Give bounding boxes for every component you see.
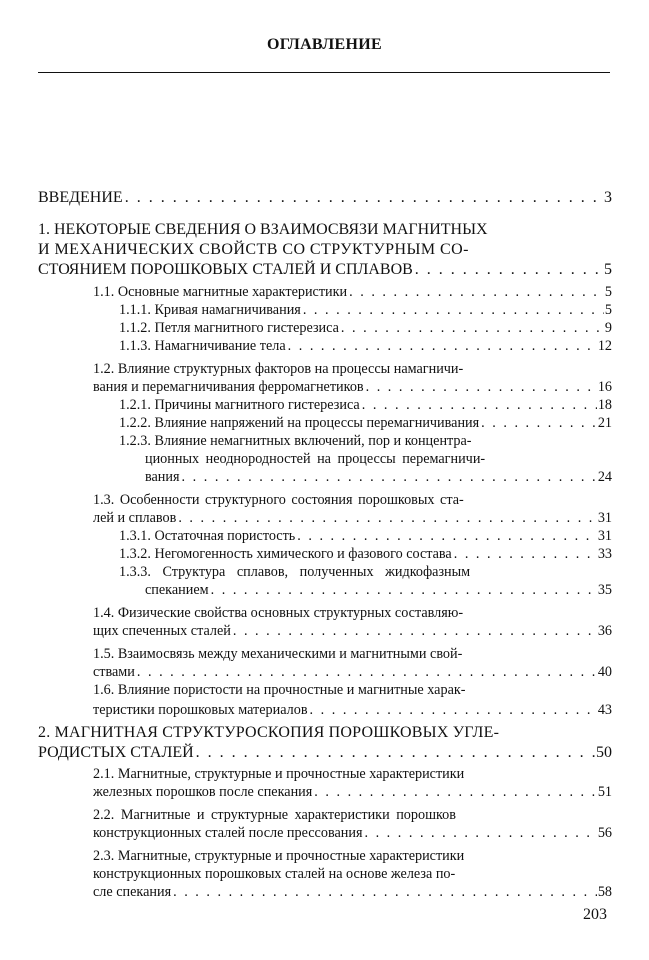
leader-dots [125, 188, 603, 208]
toc-entry-label: спеканием [145, 582, 209, 598]
leader-dots [196, 743, 595, 763]
toc-page-number: 21 [597, 415, 612, 431]
leader-dots [303, 301, 604, 319]
leader-dots [454, 545, 597, 563]
toc-entry-introduction[interactable] [38, 188, 612, 208]
toc-entry-label: ВВЕДЕНИЕ [38, 189, 123, 206]
toc-section-1-3-3[interactable] [145, 581, 612, 599]
toc-section-1-1-3[interactable] [119, 337, 612, 355]
toc-entry-label: 1.2.1. Причины магнитного гистерезиса [119, 397, 360, 413]
toc-entry-label: 1.3.1. Остаточная пористость [119, 528, 296, 544]
toc-entry-label: 1.1.2. Петля магнитного гистерезиса [119, 320, 339, 336]
toc-entry-label: вания [145, 469, 180, 485]
toc-chapter-1-line-2 [38, 240, 612, 260]
toc-entry-label: 1. НЕКОТОРЫЕ СВЕДЕНИЯ О ВЗАИМОСВЯЗИ МАГНИТНЫХ [38, 221, 488, 238]
toc-section-1-2-3-line-1 [119, 432, 612, 450]
toc-entry-label: РОДИСТЫХ СТАЛЕЙ [38, 744, 194, 761]
toc-section-1-2-3[interactable] [145, 468, 612, 486]
toc-chapter-2-line-1 [38, 723, 612, 743]
toc-page-number: 31 [597, 510, 612, 526]
toc-entry-label: СТОЯНИЕМ ПОРОШКОВЫХ СТАЛЕЙ И СПЛАВОВ [38, 261, 413, 278]
leader-dots [364, 824, 596, 842]
page-number: 203 [583, 906, 607, 923]
leader-dots [173, 883, 597, 901]
leader-dots [211, 581, 597, 599]
toc-page-number: 33 [597, 546, 612, 562]
toc-page-number: 51 [597, 784, 612, 800]
toc-entry-label: ционных неоднородностей на процессы перемагничи- [145, 451, 486, 467]
toc-page-number: 35 [597, 582, 612, 598]
toc-page-number: 3 [604, 189, 612, 206]
toc-section-1-3-line-1 [93, 491, 612, 509]
toc-page-number: 24 [597, 469, 612, 485]
leader-dots [182, 468, 597, 486]
leader-dots [310, 701, 597, 719]
leader-dots [481, 414, 597, 432]
toc-section-2-3-line-2 [93, 865, 612, 883]
toc-section-1-3-1[interactable] [119, 527, 612, 545]
toc-page-number: 36 [597, 623, 612, 639]
leader-dots [314, 783, 597, 801]
toc-entry-label: 2. МАГНИТНАЯ СТРУКТУРОСКОПИЯ ПОРОШКОВЫХ УГЛЕ- [38, 724, 500, 741]
leader-dots [341, 319, 604, 337]
toc-section-1-1-2[interactable] [119, 319, 612, 337]
toc-page-number: 58 [597, 884, 612, 900]
toc-section-1-3-3-line-1 [119, 563, 612, 581]
toc-page-number: 9 [604, 320, 612, 336]
toc-section-2-1-line-1 [93, 765, 612, 783]
toc-section-1-6[interactable] [93, 701, 612, 719]
toc-section-1-6-line-1 [93, 681, 612, 699]
toc-entry-label: щих спеченных сталей [93, 623, 231, 639]
toc-section-1-4-line-1 [93, 604, 612, 622]
leader-dots [366, 378, 597, 396]
toc-section-2-1[interactable] [93, 783, 612, 801]
toc-section-1-5[interactable] [93, 663, 612, 681]
toc-page-number: 5 [604, 302, 612, 318]
toc-section-1-3[interactable] [93, 509, 612, 527]
toc-chapter-2[interactable] [38, 743, 612, 763]
leader-dots [297, 527, 597, 545]
toc-entry-label: 1.3.2. Негомогенность химического и фазового состава [119, 546, 452, 562]
toc-section-1-1-1[interactable] [119, 301, 612, 319]
toc-entry-label: 1.3.3. Структура сплавов, полученных жидкофазным [119, 564, 471, 580]
toc-section-1-5-line-1 [93, 645, 612, 663]
toc-entry-label: 1.3. Особенности структурного состояния порошковых ста- [93, 492, 464, 508]
toc-entry-label: вания и перемагничивания ферромагнетиков [93, 379, 364, 395]
toc-page-number: 5 [604, 284, 612, 300]
toc-page-number: 12 [597, 338, 612, 354]
leader-dots [362, 396, 597, 414]
toc-entry-label: 1.1.1. Кривая намагничивания [119, 302, 301, 318]
toc-entry-label: лей и сплавов [93, 510, 177, 526]
toc-section-1-2-1[interactable] [119, 396, 612, 414]
toc-entry-label: 1.4. Физические свойства основных структурных составляю- [93, 605, 464, 621]
toc-entry-label: 1.5. Взаимосвязь между механическими и магнитными свой- [93, 646, 463, 662]
toc-section-2-3[interactable] [93, 883, 612, 901]
toc-entry-label: 1.1.3. Намагничивание тела [119, 338, 286, 354]
leader-dots [137, 663, 597, 681]
leader-dots [233, 622, 597, 640]
toc-chapter-1-line-1 [38, 220, 612, 240]
toc-entry-label: 2.2. Магнитные и структурные характеристики порошков [93, 807, 456, 823]
toc-entry-label: конструкционных порошковых сталей на основе железа по- [93, 866, 456, 882]
toc-section-1-2-3-line-2 [145, 450, 612, 468]
toc-entry-label: 1.2. Влияние структурных факторов на процессы намагничи- [93, 361, 464, 377]
toc-entry-label: ствами [93, 664, 135, 680]
toc-section-1-2-2[interactable] [119, 414, 612, 432]
toc-section-1-3-2[interactable] [119, 545, 612, 563]
toc-page-number: 56 [597, 825, 612, 841]
toc-entry-label: 2.3. Магнитные, структурные и прочностные характеристики [93, 848, 465, 864]
toc-entry-label: И МЕХАНИЧЕСКИХ СВОЙСТВ СО СТРУКТУРНЫМ СО- [38, 241, 469, 258]
toc-page-number: 31 [597, 528, 612, 544]
toc-page-number: 16 [597, 379, 612, 395]
toc-entry-label: 2.1. Магнитные, структурные и прочностные характеристики [93, 766, 465, 782]
toc-entry-label: 1.6. Влияние пористости на прочностные и магнитные харак- [93, 682, 466, 698]
toc-section-2-3-line-1 [93, 847, 612, 865]
toc-section-1-2[interactable] [93, 378, 612, 396]
toc-section-1-4[interactable] [93, 622, 612, 640]
toc-section-1-1[interactable] [93, 283, 612, 301]
toc-page-number: 18 [597, 397, 612, 413]
toc-section-2-2[interactable] [93, 824, 612, 842]
toc-entry-label: 1.1. Основные магнитные характеристики [93, 284, 348, 300]
toc-page-number: 43 [597, 702, 612, 718]
toc-page-number: 40 [597, 664, 612, 680]
toc-entry-label: конструкционных сталей после прессования [93, 825, 363, 841]
toc-section-1-2-line-1 [93, 360, 612, 378]
toc-page-number: 5 [604, 261, 612, 278]
leader-dots [349, 283, 604, 301]
toc-entry-label: железных порошков после спекания [93, 784, 313, 800]
toc-section-2-2-line-1 [93, 806, 612, 824]
leader-dots [288, 337, 597, 355]
toc-entry-label: 1.2.3. Влияние немагнитных включений, пор и концентра- [119, 433, 472, 449]
toc-entry-label: сле спекания [93, 884, 172, 900]
toc-chapter-1[interactable] [38, 260, 612, 280]
toc-entry-label: теристики порошковых материалов [93, 702, 308, 718]
leader-dots [415, 260, 603, 280]
page-title: ОГЛАВЛЕНИЕ [267, 36, 382, 53]
leader-dots [178, 509, 596, 527]
toc-page-number: 50 [596, 744, 612, 761]
toc-entry-label: 1.2.2. Влияние напряжений на процессы перемагничивания [119, 415, 480, 431]
